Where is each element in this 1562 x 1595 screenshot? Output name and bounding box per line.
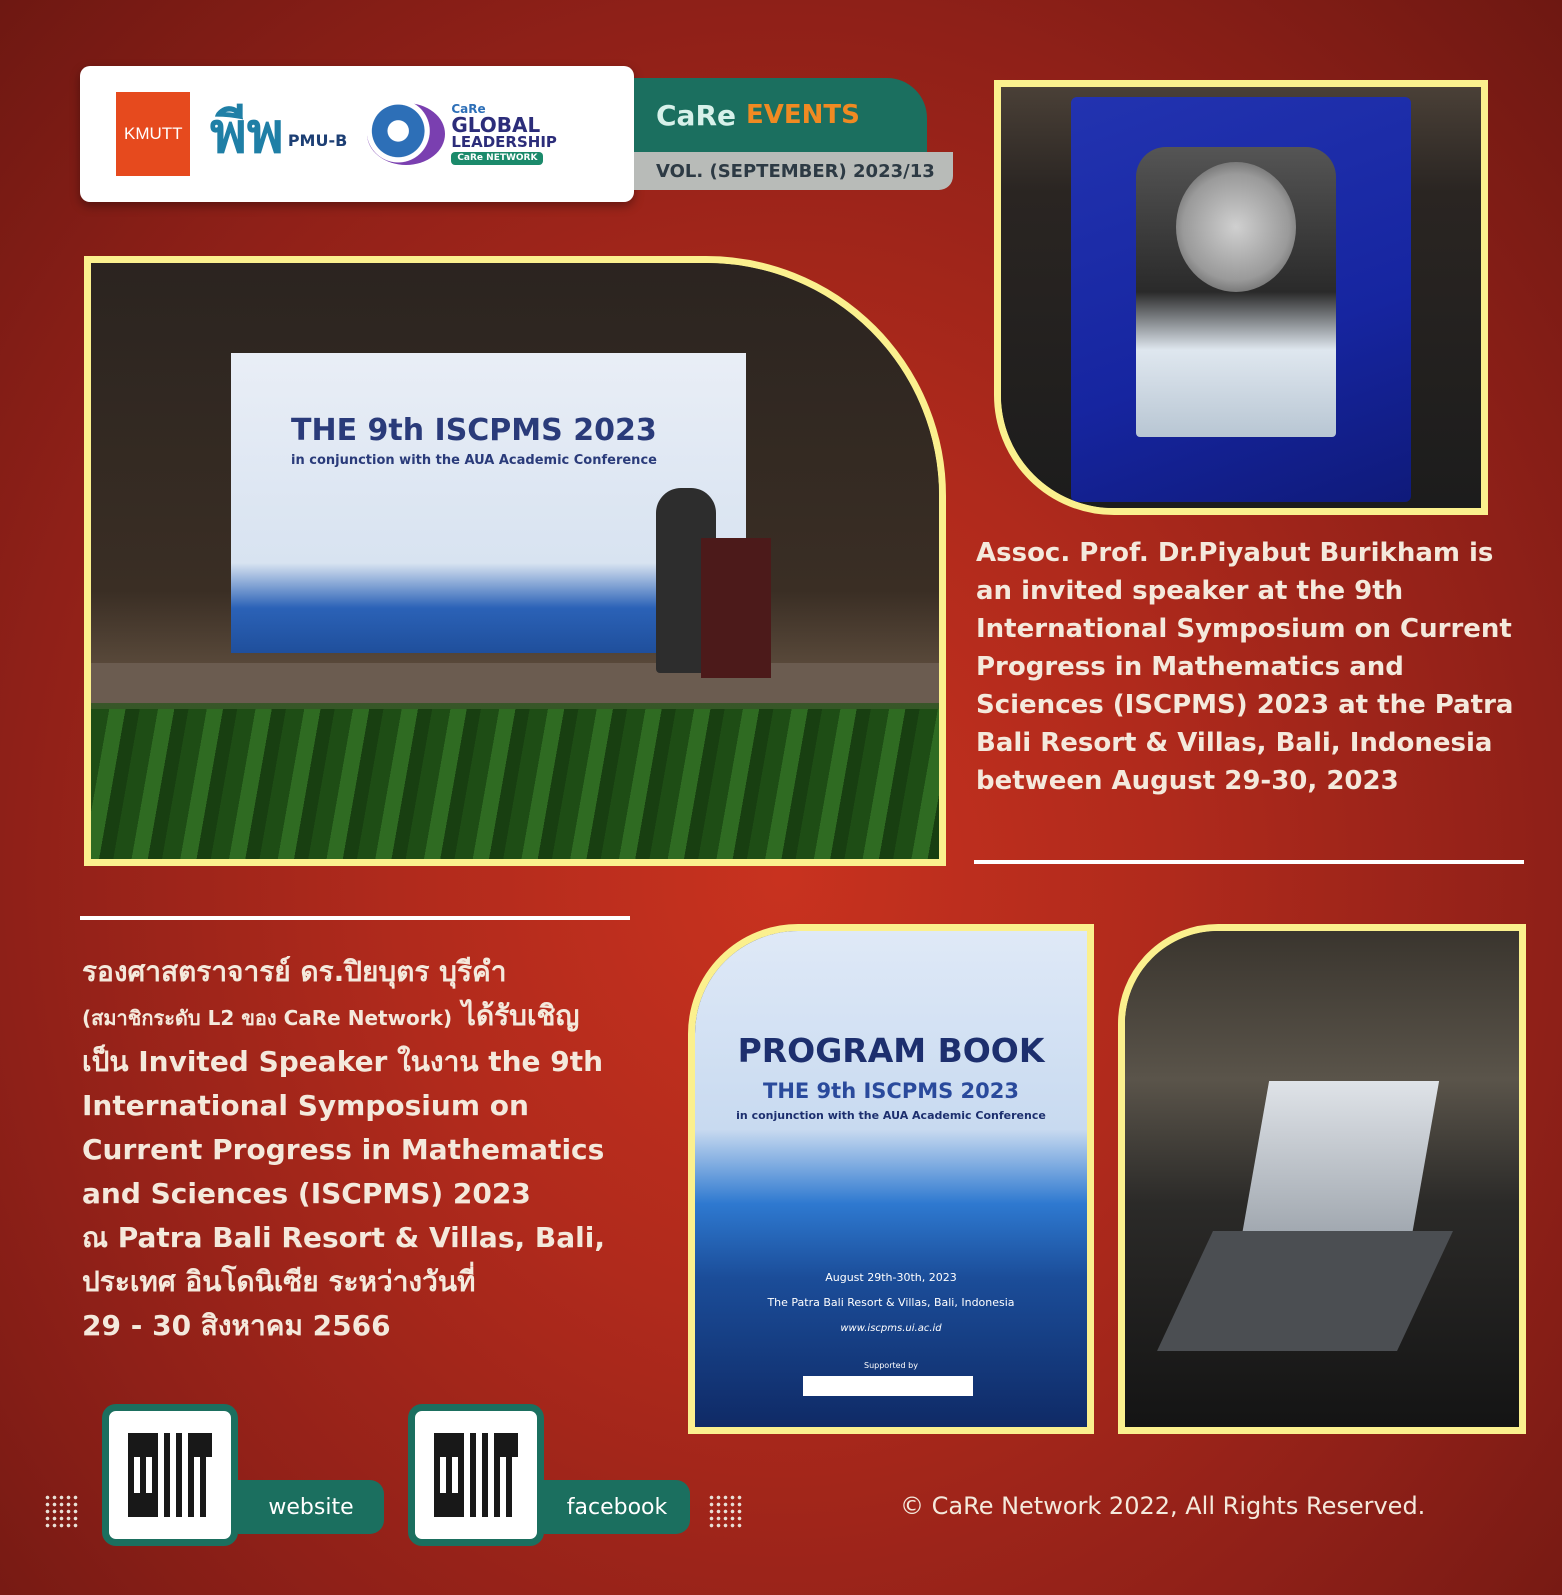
award-photo [994, 80, 1488, 515]
website-label: website [268, 1494, 354, 1520]
thai-line-1: รองศาสตราจารย์ ดร.ปิยบุตร บุรีคำ [82, 955, 507, 988]
divider-right [974, 860, 1524, 864]
english-description: Assoc. Prof. Dr.Piyabut Burikham is an invited speaker at the 9th International Symposium on Current Progress in Mathematics and Sciences (ISCPMS) 2023 at the Patra Bali Resort & Villas, Bali, Indonesia between August 29-30, 2023 [976, 538, 1514, 796]
book-event: THE 9th ISCPMS 2023 [763, 1079, 1019, 1103]
stage-photo [84, 256, 946, 866]
events-label: EVENTS [746, 100, 860, 130]
program-book-photo [688, 924, 1094, 1434]
banner-subtitle: in conjunction with the AUA Academic Conference [291, 453, 657, 468]
thai-line-4: International Symposium on [82, 1089, 529, 1122]
book-date: August 29th-30th, 2023 [825, 1271, 957, 1284]
divider-left [80, 916, 630, 920]
book-venue: The Patra Bali Resort & Villas, Bali, Indonesia [767, 1296, 1015, 1309]
qr-code-icon [434, 1433, 518, 1517]
dot-grid-left [44, 1494, 80, 1530]
pmu-logo-mark: พีพ [210, 101, 284, 166]
global-leadership-logo [367, 103, 557, 165]
kmutt-logo-text: KMUTT [124, 124, 183, 143]
thai-line-6: and Sciences (ISCPMS) 2023 [82, 1177, 531, 1210]
globe-icon [367, 103, 445, 165]
events-care-label: CaRe [656, 98, 736, 132]
laptop-keyboard [1157, 1231, 1453, 1351]
gl-leadership: LEADERSHIP [451, 133, 557, 151]
volume-text: VOL. (SEPTEMBER) 2023/13 [656, 160, 935, 182]
thai-line-5: Current Progress in Mathematics [82, 1133, 605, 1166]
pmu-logo-text: PMU-B [287, 131, 348, 150]
portrait-face [1176, 162, 1296, 292]
volume-badge [634, 152, 953, 190]
logo-card [80, 66, 634, 202]
sponsor-logos [803, 1376, 973, 1396]
thai-line-8: ประเทศ อินโดนิเซีย ระหว่างวันที่ [82, 1265, 476, 1298]
thai-line-2-rest: ได้รับเชิญ [461, 999, 580, 1032]
qr-code-icon [128, 1433, 212, 1517]
book-title: PROGRAM BOOK [737, 1031, 1045, 1070]
website-qr-code[interactable] [102, 1404, 238, 1546]
kmutt-logo [116, 92, 190, 176]
dot-grid-right [708, 1494, 744, 1530]
book-supported: Supported by [864, 1361, 918, 1370]
thai-line-2-small: (สมาชิกระดับ L2 ของ CaRe Network) [82, 1006, 453, 1030]
gl-global: GLOBAL [451, 113, 541, 137]
website-link[interactable] [238, 1480, 384, 1534]
pmu-b-logo [210, 101, 348, 166]
facebook-label: facebook [566, 1494, 668, 1520]
events-tab [634, 78, 927, 152]
facebook-qr-code[interactable] [408, 1404, 544, 1546]
gl-network: CaRe NETWORK [451, 152, 543, 165]
thai-line-2 [82, 994, 682, 1040]
stage-plants [91, 709, 939, 859]
laptop-screen [1241, 1081, 1439, 1241]
thai-line-7: ณ Patra Bali Resort & Villas, Bali, [82, 1221, 605, 1254]
thai-line-9: 29 - 30 สิงหาคม 2566 [82, 1309, 391, 1342]
book-subtitle: in conjunction with the AUA Academic Conference [736, 1109, 1046, 1122]
podium [701, 538, 771, 678]
laptop-photo [1118, 924, 1526, 1434]
thai-line-3: เป็น Invited Speaker ในงาน the 9th [82, 1045, 604, 1078]
thai-description [82, 950, 682, 1348]
banner-title: THE 9th ISCPMS 2023 [291, 413, 657, 448]
copyright-notice: © CaRe Network 2022, All Rights Reserved. [900, 1492, 1426, 1520]
book-url: www.iscpms.ui.ac.id [840, 1323, 942, 1334]
facebook-link[interactable] [544, 1480, 690, 1534]
gl-care: CaRe [451, 102, 486, 116]
